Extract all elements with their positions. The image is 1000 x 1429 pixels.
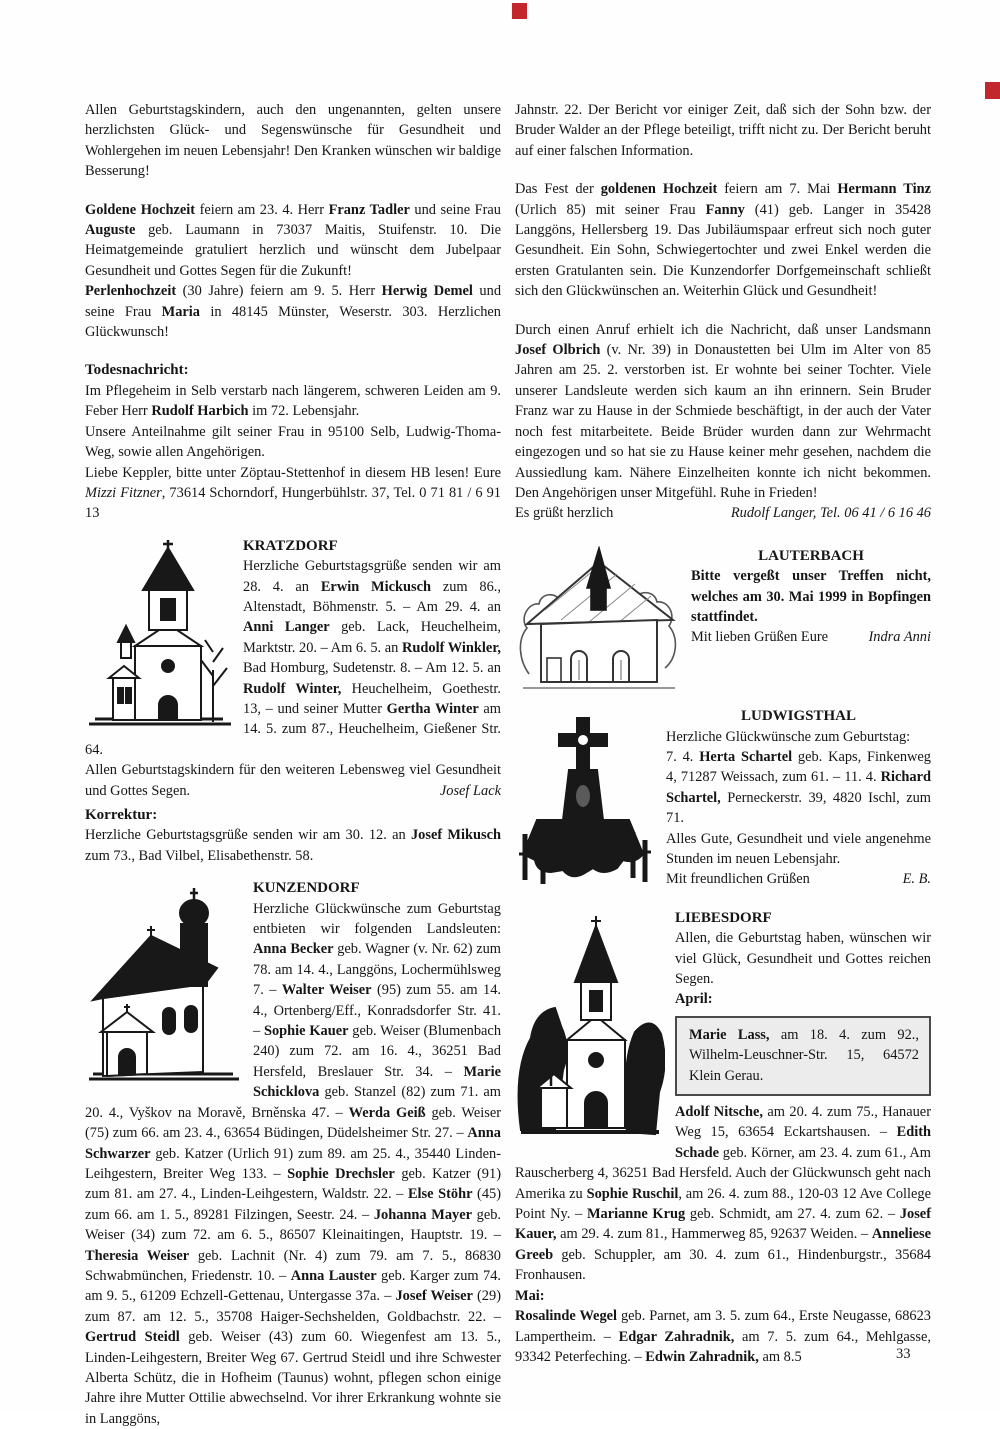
ludwigsthal-memorial-illustration [517, 708, 652, 902]
april-label: April: [675, 991, 713, 1008]
korrektur-section [85, 805, 501, 866]
ludwigsthal-signature-line [666, 869, 931, 889]
mai-birthday-entries: Rosalinde Wegel geb. Parnet, am 3. 5. zum 64., Erste Neugasse, 68623 Lampertheim. – Edgar Zahradnik, am 7. 5. zum 64., Mehlgasse, 93342 Peterfeching. – Edwin Zahradnik, am 8.5 [515, 1308, 931, 1365]
lauterbach-heading: LAUTERBACH [758, 547, 864, 564]
lauterbach-meeting-notice: Bitte vergeßt unser Treffen nicht, welches am 30. Mai 1999 in Bopfingen stattfindet. [691, 568, 931, 625]
lauterbach-signature-line [691, 627, 931, 647]
kratzdorf-heading: KRATZDORF [243, 537, 338, 554]
lauterbach-greeting: Mit lieben Grüßen Eure [691, 629, 829, 646]
lauterbach-section [515, 546, 931, 648]
ludwigsthal-wishes: Alles Gute, Gesundheit und viele angenehme Stunden im neuen Lebensjahr. [666, 830, 931, 867]
kratzdorf-section [85, 536, 501, 801]
liebesdorf-intro: Allen, die Geburtstag haben, wünschen wir viel Glück, Gesundheit und Gottes reichen Segen. [675, 930, 931, 987]
jahnstr-correction-paragraph: Jahnstr. 22. Der Bericht vor einiger Zeit, daß sich der Sohn bzw. der Bruder Walder an der Pflege beteiligt, trifft nicht zu. Der Bericht beruht auf einer falschen Information. [515, 102, 931, 159]
olbrich-obituary-paragraph: Durch einen Anruf erhielt ich die Nachricht, daß unser Landsmann Josef Olbrich (v. Nr. 39) in Donaustetten bei Ulm im Alter von 85 Jahren am 25. 2. verstorben ist. Er wohnte bei seiner Tochter. Viele unserer Landsleute werden sich kaum an ihn erinnern. Sein Bruder Franz war zu Hause in der Schmiede beschäftigt, in der auch der Vater noch fest mitarbeitete. Beide Brüder wurden dann zur Wehrmacht eingezogen und so hat sie zu Hause keiner mehr gesehen, nachdem die Aussiedlung kam. Nähere Einzelheiten konnte ich nicht bekommen. Den Angehörigen unser Mitgefühl. Ruhe in Frieden! [515, 321, 931, 501]
perlenhochzeit-paragraph: Perlenhochzeit (30 Jahre) feiern am 9. 5. Herr Herwig Demel und seine Frau Maria in 48145 Münster, Weserstr. 303. Herzlichen Glückwunsch! [85, 283, 502, 341]
kunzendorf-section [85, 878, 501, 1429]
tinz-golden-wedding-paragraph: Das Fest der goldenen Hochzeit feiern am 7. Mai Hermann Tinz (Urlich 85) mit seiner Frau Fanny (41) geb. Langer in 35428 Langgöns, Hellersberg 19. Das Jubiläumspaar erfreut sich noch guter Gesundheit. Ein Sohn, Schwiegertochter und zwei Enkel werden die ersten Gratulanten sein. Die Kunzendorfer Dorfgemeinschaft schließt sich den Glückwünschen an. Weiterhin Glück und Gesundheit! [515, 181, 931, 300]
kratzdorf-closing-paragraph: Allen Geburtstagskindern für den weiteren Lebensweg viel Gesundheit und Gottes Segen. [85, 762, 501, 799]
kratzdorf-church-illustration [85, 538, 235, 736]
right-column [515, 100, 931, 1429]
red-index-tab-right [985, 82, 1000, 99]
ludwigsthal-birthday-paragraph: 7. 4. Herta Schartel geb. Kaps, Finkenweg 4, 71287 Weissach, zum 61. – 11. 4. Richard Schartel, Perneckerstr. 39, 4820 Ischl, zum 71. [666, 748, 932, 827]
todesnachricht-paragraph-1: Im Pflegeheim in Selb verstarb nach längerem, schweren Leiden am 9. Feber Herr Rudolf Harbich im 72. Lebensjahr. [85, 382, 501, 420]
left-column [85, 100, 501, 1429]
liebesdorf-section [515, 908, 931, 1368]
ludwigsthal-section [515, 706, 931, 890]
eb-signature: E. B. [902, 871, 931, 888]
todesnachricht-heading: Todesnachricht: [85, 362, 189, 379]
greeting-text: Es grüßt herzlich [515, 505, 614, 522]
korrektur-paragraph: Herzliche Geburtstagsgrüße senden wir am 30. 12. an Josef Mikusch zum 73., Bad Vilbel, Elisabethenstr. 58. [85, 827, 501, 864]
kratzdorf-birthday-paragraph: Herzliche Geburtstagsgrüße senden wir am 28. 4. an Erwin Mickusch zum 86., Altenstadt, Böhmenstr. 5. – Am 29. 4. an Anni Langer geb. Lack, Heuchelheim, Marktstr. 20. – Am 6. 5. an Rudolf Winkler, Bad Homburg, Sudetenstr. 8. – Am 12. 5. an Rudolf Winter, Heuchelheim, Goethestr. 13, – und seiner Mutter Gertha Winter am 14. 5. zum 87., Heuchelheim, Gießener Str. 64. [85, 558, 502, 758]
two-column-layout [85, 100, 931, 1429]
kunzendorf-church-illustration [85, 880, 243, 1091]
intro-paragraph: Allen Geburtstagskindern, auch den ungenannten, gelten unsere herzlichsten Glück- und Segenswünsche für Gesundheit und Wohlergehen im neuen Lebensjahr! Den Kranken wünschen wir baldige Besserung! [85, 102, 501, 180]
indra-anni-signature: Indra Anni [868, 629, 931, 646]
keppler-note-paragraph: Liebe Keppler, bitte unter Zöptau-Stettenhof in diesem HB lesen! Eure Mizzi Fitzner, 73614 Schorndorf, Hungerbühlstr. 37, Tel. 0 71 81 / 6 91 13 [85, 464, 502, 522]
red-index-tab-top [512, 3, 527, 19]
lauterbach-chapel-illustration [515, 546, 683, 702]
page-number: 33 [896, 1346, 911, 1362]
korrektur-heading: Korrektur: [85, 807, 158, 824]
kunzendorf-birthday-paragraph: Herzliche Glückwünsche zum Geburtstag entbieten wir folgenden Landsleuten: Anna Becker geb. Wagner (v. Nr. 62) zum 78. am 14. 4., Langgöns, Lochermühlsweg 7. – Walter Weiser (95) zum 55. am 14. 4., Ortenberg/Eff., Konradsdorfer Str. 41. – Sophie Kauer geb. Weiser (Blumenbach 240) zum 72. am 16. 4., 36251 Bad Hersfeld, Breslauer Str. 34. – Marie Schicklova geb. Stanzel (82) zum 71. am 20. 4., Vyškov na Moravě, Brněnska 47. – Werda Geiß geb. Weiser (75) zum 66. am 23. 4., 63654 Büdingen, Düdelsheimer Str. 27. – Anna Schwarzer geb. Katzer (Urlich 91) zum 89. am 25. 4., 35440 Linden-Leihgestern, Breiter Weg 133. – Sophie Drechsler geb. Katzer (91) zum 81. am 27. 4., Linden-Leihgestern, Waldstr. 22. – Else Stöhr (45) zum 66. am 1. 5., 89281 Filzingen, Seestr. 24. – Johanna Mayer geb. Weiser (34) zum 72. am 6. 5., 86507 Kleinaitingen, Hauptstr. 19. – Theresia Weiser geb. Lachnit (Nr. 4) zum 79. am 7. 5., 86830 Schwabmünchen, Friedenstr. 10. – Anna Lauster geb. Karger zum 74. am 9. 5., 61209 Echzell-Gettenau, Untergasse 37a. – Josef Weiser (29) zum 87. am 12. 5., 35708 Haiger-Sechshelden, Goldbachstr. 22. – Gertrud Steidl geb. Weiser (43) zum 60. Wiegenfest am 13. 5., Linden-Leihgestern, Breiter Weg 67. Gertrud Steidl und ihre Schwester Alberta Schütz, die in Hofheim (Taunus) wohnt, pflegen schon einige Jahre ihre Mutter Ottilie abwechselnd. Vor ihrer Erkrankung wohnte sie in Langgöns, [85, 900, 502, 1427]
ludwigsthal-greeting: Mit freundlichen Grüßen [666, 871, 810, 888]
ludwigsthal-heading: LUDWIGSTHAL [740, 708, 857, 725]
liebesdorf-heading: LIEBESDORF [675, 909, 772, 926]
liebesdorf-church-illustration [515, 910, 665, 1144]
todesnachricht-paragraph-2: Unsere Anteilnahme gilt seiner Frau in 95100 Selb, Ludwig-Thoma-Weg, sowie allen Angehörigen. [85, 423, 501, 461]
marie-lass-entry: Marie Lass, am 18. 4. zum 92., Wilhelm-Leuschner-Str. 15, 64572 Klein Gerau. [689, 1026, 919, 1084]
marie-lass-entry-box [675, 1016, 931, 1096]
kunzendorf-heading: KUNZENDORF [253, 880, 360, 897]
olbrich-signature-line [515, 503, 931, 523]
goldene-hochzeit-paragraph: Goldene Hochzeit feiern am 23. 4. Herr Franz Tadler und seine Frau Auguste geb. Laumann in 73037 Maitis, Stuifenstr. 10. Die Heimatgemeinde gratuliert herzlich und wünscht dem Jubelpaar Gesundheit und Gottes Segen für die Zukunft! [85, 201, 501, 279]
april-birthday-entries: Adolf Nitsche, am 20. 4. zum 75., Hanauer Weg 15, 63654 Eckartshausen. – Edith Schade geb. Körner, am 23. 4. zum 61., Am Rauscherberg 4, 36251 Bad Hersfeld. Auch der Glückwunsch geht nach Amerika zu Sophie Ruschil, am 26. 4. zum 88., 120-03 12 Ave College Point Ny. – Marianne Krug geb. Schmidt, am 27. 4. zum 62. – Josef Kauer, am 29. 4. zum 81., Hammerweg 85, 92637 Weiden. – Anneliese Greeb geb. Schuppler, am 30. 4. zum 61., Hindenburgstr., 35684 Fronhausen. [515, 1104, 932, 1284]
ludwigsthal-intro: Herzliche Glückwünsche zum Geburtstag: [666, 728, 911, 745]
mai-label: Mai: [515, 1287, 545, 1304]
kratzdorf-signature: Josef Lack [439, 782, 501, 799]
rudolf-langer-signature: Rudolf Langer, Tel. 06 41 / 6 16 46 [730, 505, 931, 522]
